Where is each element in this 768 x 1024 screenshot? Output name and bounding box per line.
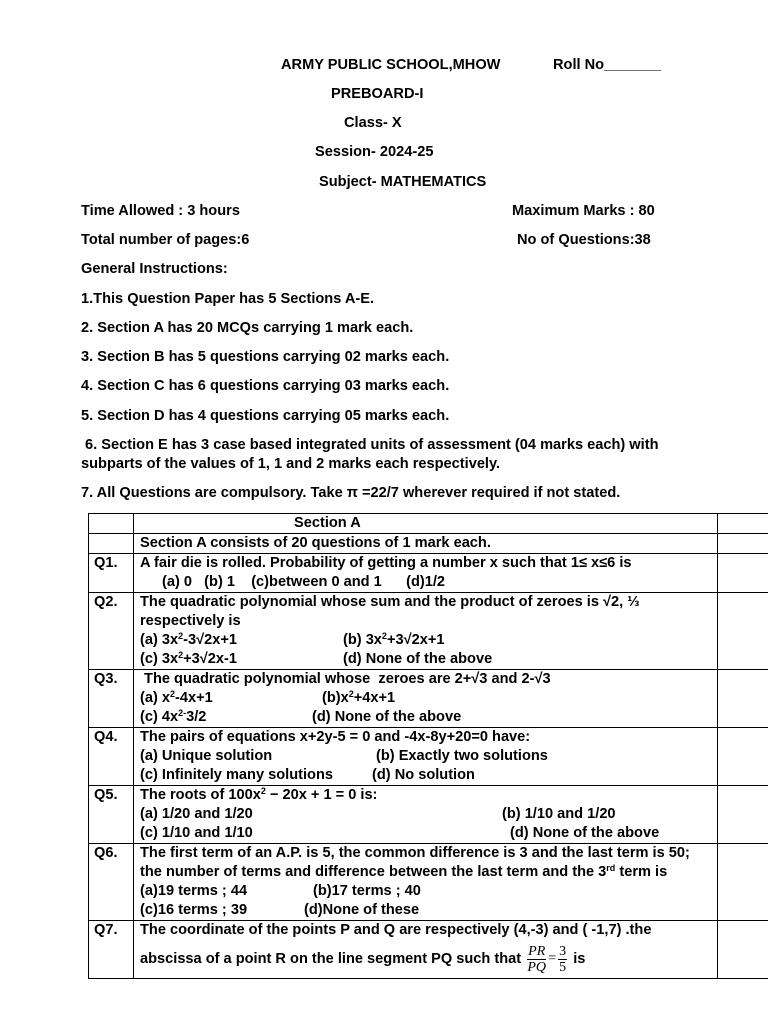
question-number: Q2. bbox=[94, 594, 118, 610]
question-row-q2 bbox=[89, 593, 768, 670]
question-text: The pairs of equations x+2y-5 = 0 and -4x-8y+20=0 have: bbox=[140, 729, 531, 745]
option-a: (a) 1/20 and 1/20 bbox=[140, 806, 253, 822]
question-text: The roots of $100x^2 - 20x + 1 = 0$ is: bbox=[140, 786, 378, 803]
section-subtitle-row bbox=[89, 534, 768, 554]
fraction-three-fifths: $\frac{3}{5}$ bbox=[559, 943, 567, 975]
option-d: (d) None of the above bbox=[312, 709, 462, 725]
option-b: (b)17 terms ; 40 bbox=[313, 883, 421, 899]
instruction-item: 6. Section E has 3 case based integrated units of assessment (04 marks each) with bbox=[81, 437, 659, 453]
question-row-q6 bbox=[89, 844, 768, 921]
instruction-item: 1.This Question Paper has 5 Sections A-E. bbox=[81, 291, 375, 307]
questions-table bbox=[88, 513, 768, 979]
time-allowed: Time Allowed : 3 hours bbox=[81, 203, 240, 219]
school-name: ARMY PUBLIC SCHOOL,MHOW bbox=[281, 57, 501, 73]
option-a: (a)19 terms ; 44 bbox=[140, 883, 248, 899]
option-row bbox=[140, 747, 717, 766]
option-row bbox=[140, 708, 717, 727]
question-number: Q7. bbox=[94, 922, 118, 938]
instruction-item: 7. All Questions are compulsory. Take π =22/7 wherever required if not stated. bbox=[81, 485, 621, 501]
question-number: Q1. bbox=[94, 555, 118, 571]
question-text: The quadratic polynomial whose zeroes are 2+√3 and 2-√3 bbox=[140, 671, 551, 687]
option-row bbox=[140, 805, 717, 824]
instruction-item: subparts of the values of 1, 1 and 2 marks each respectively. bbox=[81, 456, 501, 472]
option-d: (d) None of the above bbox=[343, 651, 493, 667]
subject-label: Subject- MATHEMATICS bbox=[319, 174, 487, 190]
roll-number: Roll No_______ bbox=[553, 57, 661, 73]
question-number: Q5. bbox=[94, 787, 118, 803]
fraction-pr-pq: $\frac{PR}{PQ}$ bbox=[527, 943, 547, 975]
option-a: (a) $3x^2-3√2x+1$ bbox=[140, 631, 237, 648]
option-d: (d) No solution bbox=[372, 767, 475, 783]
question-row-q3 bbox=[89, 670, 768, 728]
option-row bbox=[140, 650, 717, 669]
question-row-q5 bbox=[89, 786, 768, 844]
number-of-questions: No of Questions:38 bbox=[517, 232, 651, 248]
option-row bbox=[140, 901, 717, 920]
question-text: respectively is bbox=[140, 613, 241, 629]
question-options: (a) 0 (b) 1 (c)between 0 and 1 (d)1/2 bbox=[162, 574, 446, 590]
option-b: $(b)x^2+4x+1$ bbox=[322, 689, 396, 706]
instruction-item: 4. Section C has 6 questions carrying 03 marks each. bbox=[81, 378, 450, 394]
exam-name: PREBOARD-I bbox=[331, 86, 424, 102]
question-row-q7 bbox=[89, 921, 768, 979]
instruction-item: 3. Section B has 5 questions carrying 02 marks each. bbox=[81, 349, 450, 365]
total-pages: Total number of pages:6 bbox=[81, 232, 250, 248]
question-number: Q3. bbox=[94, 671, 118, 687]
question-text: abscissa of a point R on the line segment PQ such that $\frac{PR}{PQ}$ = $\frac{3}{5}$ is bbox=[140, 943, 586, 975]
option-a: (a) Unique solution bbox=[140, 748, 273, 764]
class-label: Class- X bbox=[344, 115, 402, 131]
option-a: (a) $x^2-4x+1$ bbox=[140, 689, 213, 706]
section-title: Section A bbox=[294, 515, 361, 531]
question-text: The coordinate of the points P and Q are respectively (4,-3) and ( -1,7) .the bbox=[140, 922, 652, 938]
section-title-row bbox=[89, 514, 768, 534]
question-row-q1 bbox=[89, 554, 768, 593]
instruction-item: 2. Section A has 20 MCQs carrying 1 mark each. bbox=[81, 320, 414, 336]
option-d: (d) None of the above bbox=[510, 825, 660, 841]
option-row bbox=[140, 882, 717, 901]
question-number: Q6. bbox=[94, 845, 118, 861]
question-text: A fair die is rolled. Probability of getting a number x such that 1≤ x≤6 is bbox=[140, 555, 632, 571]
option-row bbox=[140, 766, 717, 785]
question-text: The first term of an A.P. is 5, the common difference is 3 and the last term is 50; bbox=[140, 845, 690, 861]
option-c: (c) 1/10 and 1/10 bbox=[140, 825, 253, 841]
option-c: (c)16 terms ; 39 bbox=[140, 902, 248, 918]
question-text: the number of terms and difference between the last term and the 3rd term is bbox=[140, 863, 668, 880]
option-d: (d)None of these bbox=[304, 902, 420, 918]
question-text: The quadratic polynomial whose sum and the product of zeroes is √2, ⅓ bbox=[140, 594, 640, 610]
option-b: (b) Exactly two solutions bbox=[376, 748, 548, 764]
option-c: (c) Infinitely many solutions bbox=[140, 767, 333, 783]
option-b: (b) $3x^2+3√2x+1$ bbox=[343, 631, 445, 648]
section-subtitle: Section A consists of 20 questions of 1 mark each. bbox=[140, 535, 491, 551]
option-row bbox=[140, 824, 717, 843]
maximum-marks: Maximum Marks : 80 bbox=[512, 203, 655, 219]
question-number: Q4. bbox=[94, 729, 118, 745]
option-row bbox=[140, 631, 717, 650]
option-c: (c) $4x^{2-}3/2$ bbox=[140, 708, 207, 725]
instruction-item: 5. Section D has 4 questions carrying 05 marks each. bbox=[81, 408, 450, 424]
session-label: Session- 2024-25 bbox=[315, 144, 434, 160]
instructions-heading: General Instructions: bbox=[81, 261, 228, 277]
option-c: (c) $3x^2+3√2x-1$ bbox=[140, 650, 237, 667]
option-row bbox=[140, 689, 717, 708]
question-row-q4 bbox=[89, 728, 768, 786]
option-b: (b) 1/10 and 1/20 bbox=[502, 806, 616, 822]
